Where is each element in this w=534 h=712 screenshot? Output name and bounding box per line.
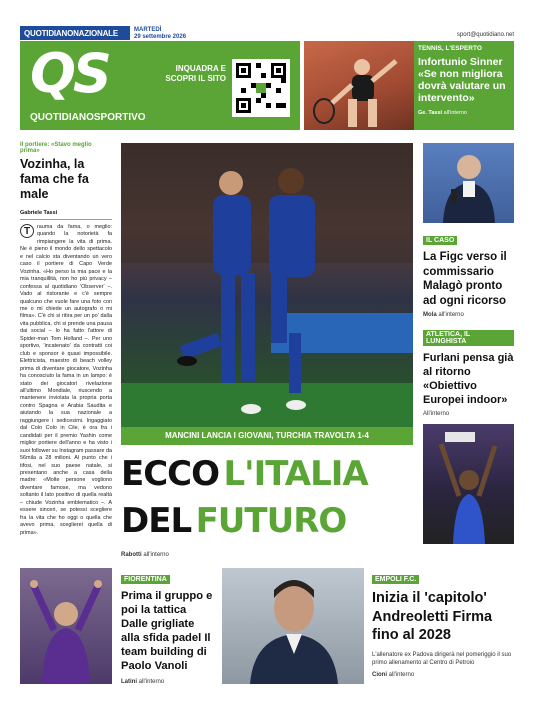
headline-del: DEL bbox=[121, 501, 192, 541]
fiorentina-player-icon bbox=[20, 568, 112, 684]
furlani-photo bbox=[423, 424, 514, 544]
atletica-tag: ATLETICA, IL LUNGHISTA bbox=[423, 330, 514, 346]
empoli-headline: Inizia il 'capitolo' Andreoletti Firma fino al 2028 bbox=[372, 590, 493, 643]
players-celebration-icon bbox=[121, 143, 413, 427]
fiorentina-headline: Prima il gruppo e poi la tattica Dalle grigliate alla sfida padel Il team building di Paolo Vanoli bbox=[121, 590, 213, 672]
vozinha-body bbox=[20, 224, 112, 537]
vozinha-title: Vozinha, la fama che fa male bbox=[20, 157, 89, 201]
caso-byline-name: Mola bbox=[423, 312, 437, 318]
qr-cta: INQUADRA E SCOPRI IL SITO bbox=[165, 64, 226, 83]
coach-portrait-icon bbox=[222, 568, 364, 684]
issue-day: MARTEDÌ bbox=[134, 27, 162, 33]
main-byline-rest: all'interno bbox=[143, 552, 169, 558]
caso-headline: La Figc verso il commissario Malagò pronto ad ogni ricorso bbox=[423, 251, 507, 307]
brand-top: QUOTIDIANONAZIONALE bbox=[20, 26, 130, 40]
headline-italia: L'ITALIA bbox=[223, 454, 368, 494]
tennis-box[interactable] bbox=[414, 41, 514, 130]
headline-ecco: ECCO bbox=[121, 454, 220, 494]
man-speaking-icon bbox=[423, 143, 514, 223]
qs-logo: QS bbox=[30, 42, 109, 105]
fiorentina-byline-rest: all'interno bbox=[138, 679, 165, 685]
fiorentina-byline-name: Latini bbox=[121, 679, 137, 685]
andreoletti-photo bbox=[222, 568, 364, 684]
empoli-tag: EMPOLI F.C. bbox=[372, 575, 419, 584]
atletica-article[interactable] bbox=[423, 330, 514, 417]
drop-cap: T bbox=[20, 224, 34, 238]
tennis-player-icon bbox=[304, 41, 414, 130]
contact-email: sport@quotidiano.net bbox=[456, 32, 514, 38]
empoli-byline-name: Cioni bbox=[372, 671, 387, 678]
brand-bottom: QUOTIDIANOSPORTIVO bbox=[30, 112, 146, 123]
fiorentina-tag: FIORENTINA bbox=[121, 575, 170, 584]
main-photo bbox=[121, 143, 413, 427]
caso-tag: IL CASO bbox=[423, 236, 457, 245]
qr-pattern-icon bbox=[236, 63, 286, 113]
vozinha-body-text: rauma da fama, o meglio: quando la notorietà fa rimpiangere la vita di prima. Ne è pieno il mondo dello spettacolo e nel calcio sta diventando un vero caso il portiere di Capo Verde Vozinha. «Ho perso la mia pace e la mia tranquillità, non ho più privacy – confessa al quotidiano 'Observer' –. Vado al ristorante e c'è sempre qualcuno che vuole fare una foto con me o mi chiede un autografo o mi filma». C'è chi si ritira per un po' dalla vita pubblica, chi si prende una pausa dai social – lo ha fatto l'attore di Spider-man Tom Holland –. Per uno sportivo, 'incatenato' da contratti coi club e sponsor è quasi impossibile. Elettricista, maestro di beach volley prima di diventare giocatore, Vozinha ha conosciuto la fama in un lampo: è stato dei giocatori rivelazione all'ultimo Mondiale, riuscendo a mantenere inviolata la propria porta contro Spagna e Arabia Saudita e aiutando la sua nazionale a raggiungere i sedicesimi. Ingaggiato dal Colo Colo in Cile, è ora fra i candidati per il premio Yashin come miglior portiere dell'anno e ha visto i suoi follower su Instagram passare da 56mila a 28 milioni. Al punto che i tifosi, nel suo paese natale, si presentano anche a casa della madre: «Molte persone vogliono diventare famose, ma vedono soltanto il lato positivo di quella realtà – chiude Vozinha emblematico –. A essere sinceri, se potessi scegliere fra la vita che ho oggi o quella che avevo prima, sceglierei quella di prima». bbox=[20, 224, 112, 536]
tennis-tag: TENNIS, L'ESPERTO bbox=[418, 45, 482, 52]
empoli-summary: L'allenatore ex Padova dirigerà nel pomeriggio il suo primo allenamento al Centro di Petroio bbox=[372, 651, 512, 666]
atletica-headline: Furlani pensa già al ritorno «Obiettivo Europei indoor» bbox=[423, 352, 514, 406]
tennis-byline-name: Ge. Tassi bbox=[418, 110, 443, 116]
caso-byline-rest: all'interno bbox=[438, 312, 464, 318]
caso-article[interactable] bbox=[423, 229, 514, 318]
qr-code[interactable] bbox=[232, 59, 290, 117]
headline-futuro: FUTURO bbox=[195, 501, 347, 541]
sinner-photo bbox=[304, 41, 414, 130]
main-photo-caption: MANCINI LANCIA I GIOVANI, TURCHIA TRAVOLTA 1-4 bbox=[121, 427, 413, 445]
athlete-celebrating-icon bbox=[423, 424, 514, 544]
malago-photo bbox=[423, 143, 514, 223]
main-byline-name: Rabotti bbox=[121, 552, 142, 558]
main-headline[interactable] bbox=[121, 454, 413, 558]
issue-date: 29 settembre 2026 bbox=[134, 34, 187, 40]
tennis-byline-rest: all'interno bbox=[443, 110, 467, 116]
masthead bbox=[20, 26, 514, 130]
vozinha-kicker: Il portiere: «Stavo meglio prima» bbox=[20, 142, 92, 154]
vozinha-author: Gabriele Tassi bbox=[20, 210, 112, 220]
fiorentina-article[interactable] bbox=[121, 568, 215, 685]
empoli-byline-rest: all'interno bbox=[388, 671, 415, 678]
fiorentina-photo bbox=[20, 568, 112, 684]
left-column-article[interactable] bbox=[20, 142, 112, 537]
tennis-headline: Infortunio Sinner «Se non migliora dovrà valutare un intervento» bbox=[418, 56, 506, 104]
atletica-byline: All'interno bbox=[423, 411, 450, 417]
empoli-article[interactable] bbox=[372, 568, 514, 678]
